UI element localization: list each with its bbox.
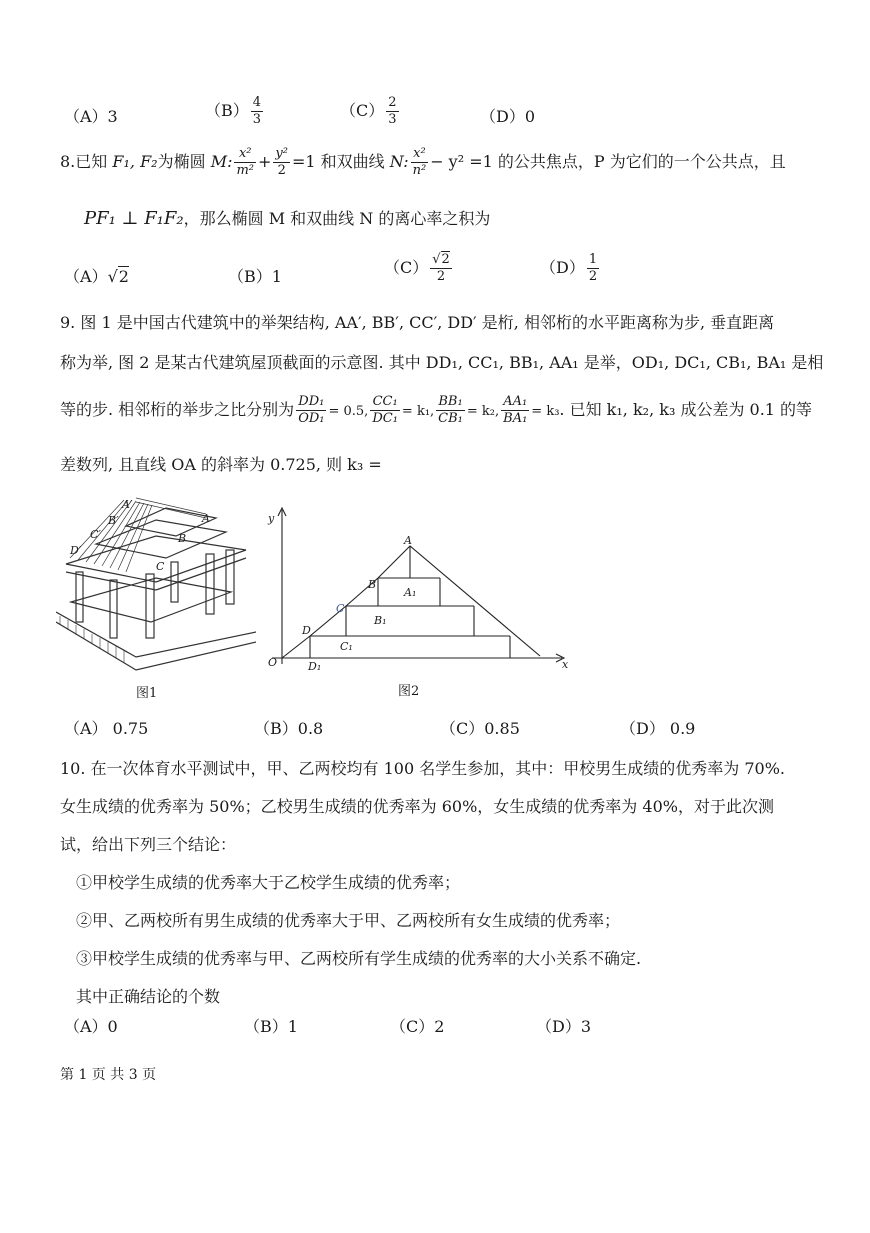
fig2-label-a1: A₁ — [404, 586, 417, 599]
q9-line3: 等的步. 相邻桁的举步之比分别为 $\frac{\text{DD₁}}{\text{OD₁}}$ = 0.5, $\frac{\text{CC₁}}{\text{DC₁}}$ = k₁, $\frac{\text{BB₁}}{\text{CB₁}}$ = k₂, $\frac{\text{AA₁}}{\text{BA₁}}$ = k₃. 已知 k₁, k₂, k₃ 成公差为 0.1 的等 — [60, 394, 813, 426]
q9-option-b: （B）0.8 — [254, 719, 324, 738]
q8-option-c: （C） $\frac{√2}{2}$ — [384, 252, 450, 284]
fig1-label-c-prime: C′ — [90, 528, 101, 541]
q9-option-a: （A） 0.75 — [64, 719, 149, 738]
figure-2-roof-section — [262, 504, 582, 674]
q7-option-b: （B） $\frac{4}{3}$ — [205, 95, 262, 127]
q10-conclusion-1: ①甲校学生成绩的优秀率大于乙校学生成绩的优秀率； — [76, 873, 461, 892]
fig2-label-b: B — [368, 578, 377, 591]
q10-line1: 10. 在一次体育水平测试中，甲、乙两校均有 100 名学生参加，其中：甲校男生成绩的优秀率为 70%. — [60, 759, 785, 778]
fig1-label-b-prime: B′ — [108, 514, 119, 527]
fig1-label-c: C — [156, 560, 165, 573]
q10-question: 其中正确结论的个数 — [76, 987, 221, 1006]
fig2-label-x: x — [562, 658, 569, 671]
q10-line3: 试，给出下列三个结论： — [60, 835, 237, 854]
q10-option-b: （B）1 — [244, 1017, 298, 1036]
fig2-label-a: A — [404, 534, 412, 547]
fig2-label-d: D — [302, 624, 311, 637]
fig2-label-c: C — [336, 602, 345, 615]
fig1-label-d-prime: D′ — [70, 544, 82, 557]
fig1-label-b: B — [178, 532, 187, 545]
page-footer: 第 1 页 共 3 页 — [60, 1067, 157, 1083]
fig2-label-b1: B₁ — [374, 614, 387, 627]
q8-line1: 8.已知 F₁, F₂为椭圆 M: $\frac{\text{x²}}{\text{m²}}$ + $\frac{\text{y²}}{2}$ =1 和双曲线 N: $\frac{\text{x²}}{\text{n²}}$ − y² =1 的公共焦点，P 为它们的一个公共点，且 — [60, 146, 786, 178]
q7-option-d: （D）0 — [480, 107, 536, 126]
fig2-label-d1: D₁ — [308, 660, 322, 673]
fig1-label-a: A — [202, 512, 210, 525]
q10-conclusion-2: ②甲、乙两校所有男生成绩的优秀率大于甲、乙两校所有女生成绩的优秀率； — [76, 911, 621, 930]
figure-1-building — [56, 492, 256, 678]
fig2-label-o: O — [268, 656, 278, 669]
q8-option-a: （A）√2 — [64, 267, 129, 286]
q9-line2: 称为举, 图 2 是某古代建筑屋顶截面的示意图. 其中 DD₁, CC₁, BB₁, AA₁ 是举，OD₁, DC₁, CB₁, BA₁ 是相 — [60, 353, 824, 372]
fig2-label-c1: C₁ — [340, 640, 353, 653]
fig1-label-a-prime: A′ — [122, 498, 133, 511]
q8-line2: PF₁ ⊥ F₁F₂，那么椭圆 M 和双曲线 N 的离心率之积为 — [84, 208, 491, 229]
q8-option-d: （D） $\frac{1}{2}$ — [540, 252, 598, 284]
q10-line2: 女生成绩的优秀率为 50%；乙校男生成绩的优秀率为 60%，女生成绩的优秀率为 40%，对于此次测 — [60, 797, 774, 816]
q10-option-d: （D）3 — [536, 1017, 592, 1036]
q10-option-a: （A）0 — [64, 1017, 118, 1036]
q10-option-c: （C）2 — [390, 1017, 445, 1036]
q10-conclusion-3: ③甲校学生成绩的优秀率与甲、乙两校所有学生成绩的优秀率的大小关系不确定. — [76, 949, 642, 968]
q9-line1: 9. 图 1 是中国古代建筑中的举架结构, AA′, BB′, CC′, DD′ 是桁, 相邻桁的水平距离称为步, 垂直距离 — [60, 313, 775, 332]
q9-line4: 差数列, 且直线 OA 的斜率为 0.725, 则 k₃ = — [60, 455, 382, 474]
fig2-label-y: y — [268, 512, 275, 525]
figure-2-caption: 图2 — [398, 684, 420, 699]
q9-option-d: （D） 0.9 — [620, 719, 696, 738]
figure-1-caption: 图1 — [136, 686, 158, 701]
q8-option-b: （B）1 — [228, 267, 282, 286]
q7-option-a: （A）3 — [64, 107, 118, 126]
q7-option-c: （C） $\frac{2}{3}$ — [340, 95, 397, 127]
q9-option-c: （C）0.85 — [440, 719, 520, 738]
